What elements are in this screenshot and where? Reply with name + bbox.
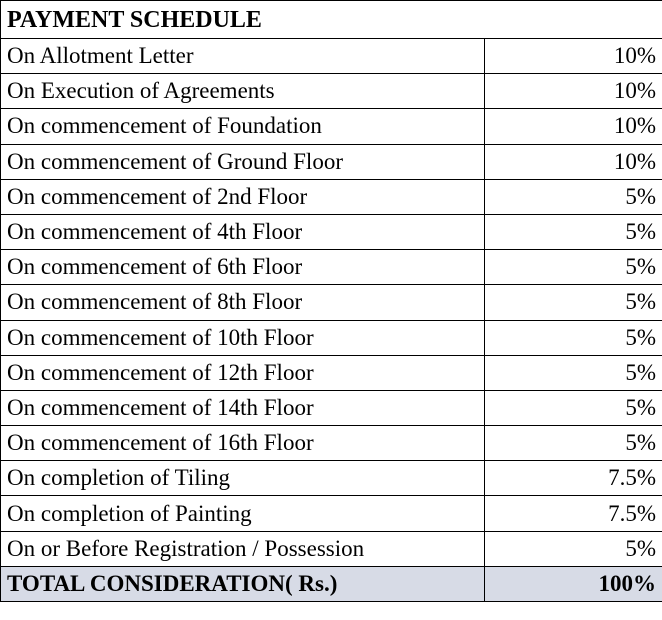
total-percentage: 100% — [485, 566, 662, 601]
row-label: On or Before Registration / Possession — [1, 531, 485, 566]
table-row — [1, 426, 662, 461]
table-header-row — [1, 1, 662, 39]
table-row — [1, 496, 662, 531]
row-percentage: 10% — [485, 109, 662, 144]
table-row — [1, 250, 662, 285]
row-label: On commencement of 2nd Floor — [1, 179, 485, 214]
row-percentage: 7.5% — [485, 461, 662, 496]
row-percentage: 7.5% — [485, 496, 662, 531]
table-row — [1, 320, 662, 355]
table-title: PAYMENT SCHEDULE — [1, 1, 662, 39]
row-label: On commencement of 6th Floor — [1, 250, 485, 285]
total-label: TOTAL CONSIDERATION( Rs.) — [1, 566, 485, 601]
row-percentage: 10% — [485, 144, 662, 179]
row-percentage: 5% — [485, 320, 662, 355]
row-label: On commencement of 14th Floor — [1, 390, 485, 425]
row-percentage: 5% — [485, 531, 662, 566]
row-label: On commencement of 8th Floor — [1, 285, 485, 320]
row-label: On commencement of 16th Floor — [1, 426, 485, 461]
table-row — [1, 144, 662, 179]
payment-schedule-body — [1, 1, 662, 602]
table-row — [1, 531, 662, 566]
table-row — [1, 109, 662, 144]
row-percentage: 10% — [485, 39, 662, 74]
row-label: On Allotment Letter — [1, 39, 485, 74]
table-row — [1, 39, 662, 74]
row-label: On Execution of Agreements — [1, 74, 485, 109]
table-row — [1, 74, 662, 109]
table-row — [1, 179, 662, 214]
table-row — [1, 214, 662, 249]
table-row — [1, 355, 662, 390]
row-percentage: 5% — [485, 214, 662, 249]
table-row — [1, 285, 662, 320]
row-percentage: 10% — [485, 74, 662, 109]
total-row — [1, 566, 662, 601]
row-label: On completion of Painting — [1, 496, 485, 531]
row-percentage: 5% — [485, 426, 662, 461]
row-percentage: 5% — [485, 179, 662, 214]
row-percentage: 5% — [485, 285, 662, 320]
row-label: On commencement of 10th Floor — [1, 320, 485, 355]
row-label: On commencement of Ground Floor — [1, 144, 485, 179]
table-row — [1, 461, 662, 496]
row-percentage: 5% — [485, 250, 662, 285]
row-label: On completion of Tiling — [1, 461, 485, 496]
row-label: On commencement of 12th Floor — [1, 355, 485, 390]
table-row — [1, 390, 662, 425]
row-label: On commencement of Foundation — [1, 109, 485, 144]
row-percentage: 5% — [485, 390, 662, 425]
row-percentage: 5% — [485, 355, 662, 390]
row-label: On commencement of 4th Floor — [1, 214, 485, 249]
